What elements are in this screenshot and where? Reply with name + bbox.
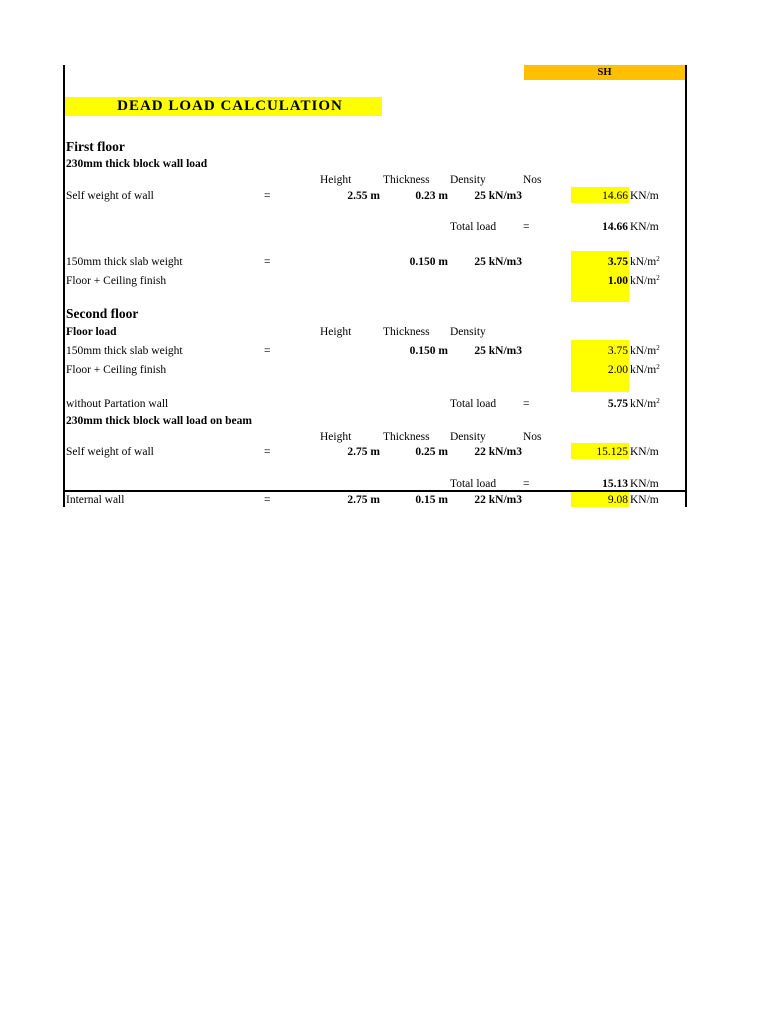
unit-text: kN/m [630, 345, 657, 357]
thickness-value: 0.25 m [415, 446, 448, 458]
unit-text: kN/m [630, 275, 657, 287]
left-border [63, 65, 65, 507]
height-value: 2.55 m [347, 190, 380, 202]
total-load-value: 5.75 [607, 398, 628, 410]
row-label: 150mm thick slab weight [66, 256, 183, 268]
unit-label: KN/m [630, 221, 659, 233]
load-value: 1.00 [607, 275, 628, 287]
height-value: 2.75 m [347, 494, 380, 506]
unit-superscript: 2 [656, 274, 660, 282]
total-load-note: without Partation wall [66, 398, 169, 410]
second-floor-floor-subheading: Floor load [66, 326, 117, 338]
unit-label: KN/m [630, 190, 659, 202]
equals-sign: = [264, 494, 271, 506]
unit-superscript: 2 [656, 344, 660, 352]
density-value: 25 kN/m3 [474, 345, 522, 357]
row-label: Self weight of wall [66, 446, 154, 458]
col-header-density: Density [450, 431, 486, 443]
right-border [685, 65, 687, 507]
unit-label [630, 344, 660, 358]
col-header-height: Height [320, 174, 352, 186]
equals-sign: = [523, 221, 530, 233]
equals-sign: = [264, 446, 271, 458]
thickness-value: 0.23 m [415, 190, 448, 202]
density-value: 25 kN/m3 [474, 256, 522, 268]
thickness-value: 0.150 m [409, 345, 448, 357]
unit-text: kN/m [630, 256, 657, 268]
second-floor-heading: Second floor [66, 306, 139, 321]
load-value: 2.00 [607, 364, 628, 376]
equals-sign: = [523, 398, 530, 410]
col-header-nos: Nos [523, 174, 542, 186]
unit-text: kN/m [630, 364, 657, 376]
col-header-height: Height [320, 431, 352, 443]
col-header-thickness: Thickness [383, 326, 430, 338]
first-floor-wall-subheading: 230mm thick block wall load [66, 158, 208, 170]
unit-label [630, 255, 660, 269]
first-floor-heading: First floor [66, 139, 125, 154]
load-value: 15.125 [596, 446, 628, 458]
equals-sign: = [264, 190, 271, 202]
unit-label [630, 397, 660, 411]
load-value: 14.66 [602, 190, 628, 202]
second-floor-wall-subheading: 230mm thick block wall load on beam [66, 415, 252, 427]
density-value: 22 kN/m3 [474, 494, 522, 506]
equals-sign: = [264, 345, 271, 357]
load-value: 3.75 [607, 345, 628, 357]
total-load-label: Total load [450, 398, 497, 410]
col-header-height: Height [320, 326, 352, 338]
density-value: 22 kN/m3 [474, 446, 522, 458]
col-header-nos: Nos [523, 431, 542, 443]
unit-label: KN/m [630, 478, 659, 490]
load-value: 3.75 [607, 256, 628, 268]
height-value: 2.75 m [347, 446, 380, 458]
density-value: 25 kN/m3 [474, 190, 522, 202]
col-header-thickness: Thickness [383, 174, 430, 186]
sh-tag: SH [597, 67, 612, 78]
equals-sign: = [523, 478, 530, 490]
thickness-value: 0.150 m [409, 256, 448, 268]
unit-label [630, 274, 660, 288]
unit-label: KN/m [630, 446, 659, 458]
row-label: Floor + Ceiling finish [66, 275, 167, 287]
unit-superscript: 2 [656, 363, 660, 371]
unit-text: kN/m [630, 398, 657, 410]
thickness-value: 0.15 m [415, 494, 448, 506]
equals-sign: = [264, 256, 271, 268]
page-title: DEAD LOAD CALCULATION [117, 98, 343, 114]
col-header-density: Density [450, 326, 486, 338]
unit-superscript: 2 [656, 255, 660, 263]
total-load-value: 15.13 [602, 478, 628, 490]
unit-superscript: 2 [656, 397, 660, 405]
row-label: Floor + Ceiling finish [66, 364, 167, 376]
row-label: 150mm thick slab weight [66, 345, 183, 357]
unit-label [630, 363, 660, 377]
unit-label: KN/m [630, 494, 659, 506]
total-load-label: Total load [450, 478, 497, 490]
total-load-value: 14.66 [602, 221, 628, 233]
total-load-label: Total load [450, 221, 497, 233]
row-label: Self weight of wall [66, 190, 154, 202]
load-value: 9.08 [607, 494, 628, 506]
col-header-thickness: Thickness [383, 431, 430, 443]
row-label: Internal wall [66, 494, 125, 506]
col-header-density: Density [450, 174, 486, 186]
